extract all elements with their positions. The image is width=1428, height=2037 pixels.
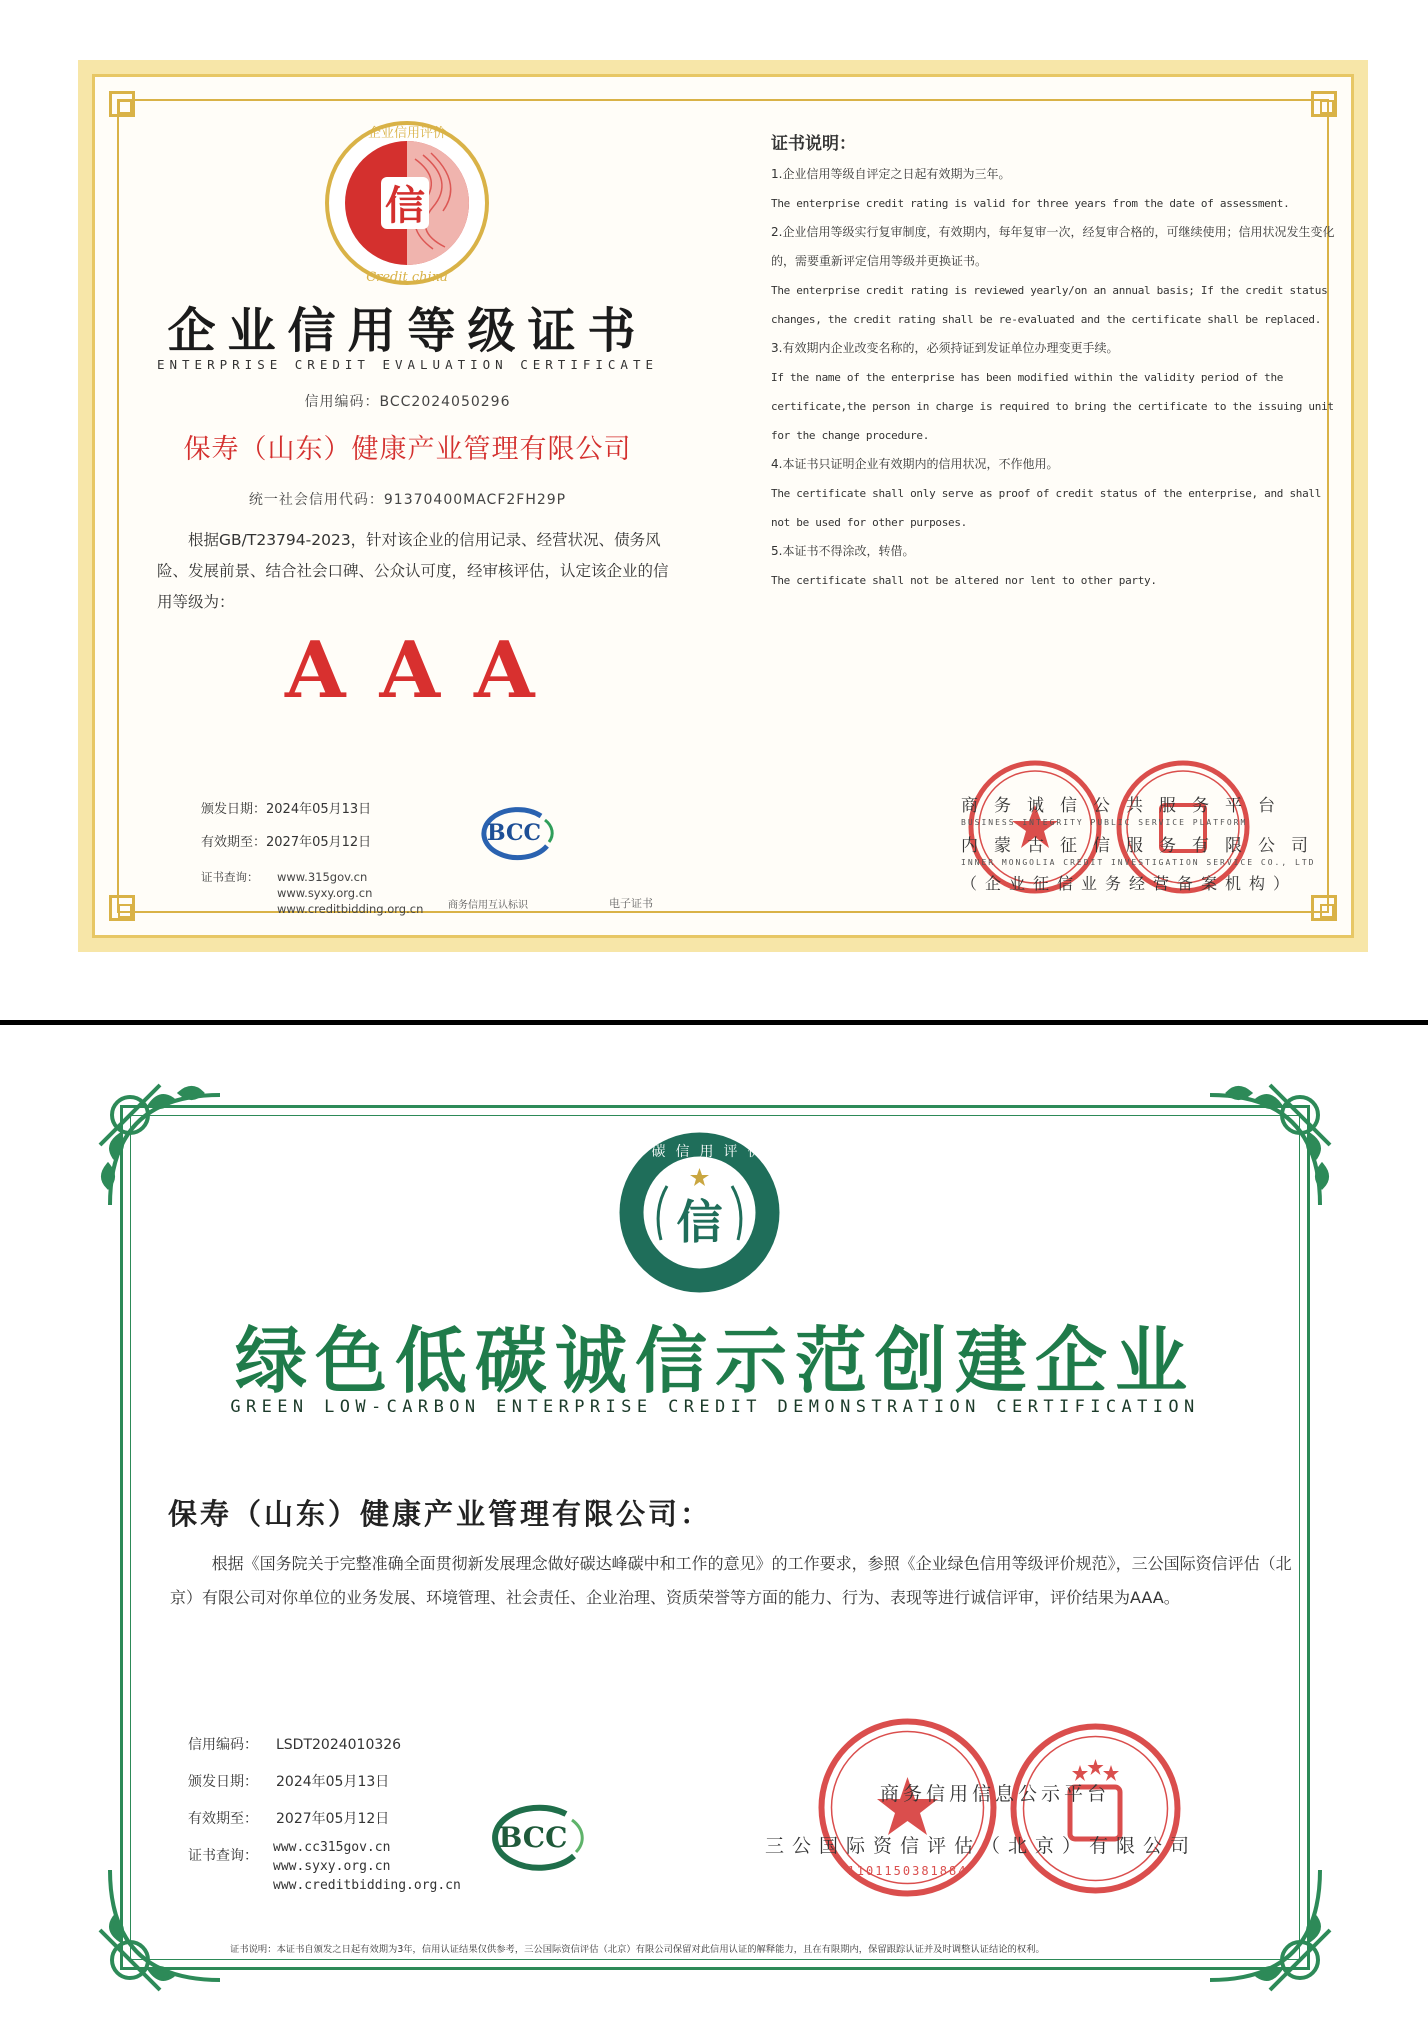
- note-en: The enterprise credit rating is valid for three years from the date of assessment.: [771, 197, 1290, 210]
- emblem-bottom-text: Credit china: [366, 270, 448, 285]
- query-site-link[interactable]: www.syxy.org.cn: [273, 1859, 391, 1874]
- credit-rating: AAA: [285, 625, 569, 716]
- issuer-block: [961, 791, 1381, 894]
- note-en: The enterprise credit rating is reviewed yearly/on an annual basis; If the credit status changes, the credit rating shall be re-evaluated and the certificate shall be replaced.: [771, 284, 1328, 326]
- credit-code: 信用编码：BCC2024050296: [304, 394, 511, 410]
- query-label: 证书查询：: [188, 1848, 258, 1864]
- svg-text:BCC: BCC: [498, 1821, 568, 1854]
- red-seal-icon: [1008, 1721, 1183, 1896]
- query-sites: [273, 1838, 461, 1895]
- valid-until: 有效期至：2027年05月12日: [201, 835, 372, 850]
- svg-text:BCC: BCC: [486, 820, 542, 846]
- note-zh: 3.有效期内企业改变名称的，必须持证到发证单位办理变更手续。: [771, 341, 1119, 355]
- credit-evaluation-certificate: [78, 60, 1368, 952]
- query-label: 证书查询：: [201, 870, 259, 884]
- certificate-title: 企业信用等级证书: [167, 303, 648, 359]
- bcc-caption: 商务信用互认标识: [448, 900, 528, 911]
- note-en: The certificate shall only serve as proof of credit status of the enterprise, and shall not be used for other purposes.: [771, 487, 1322, 529]
- note-en: The certificate shall not be altered nor lent to other party.: [771, 574, 1157, 587]
- floral-ornament-icon: [1190, 1850, 1340, 2000]
- note-zh: 1.企业信用等级自评定之日起有效期为三年。: [771, 167, 1011, 181]
- note-en: If the name of the enterprise has been modified within the validity period of the certificate,the person in charge is required to bring the certificate to the issuing unit for the change procedure.: [771, 371, 1334, 442]
- certificate-footer-note: 证书说明：本证书自颁发之日起有效期为3年，信用认证结果仅供参考，三公国际资信评估（北京）有限公司保留对此信用认证的解释能力，且在有限期内，保留跟踪认证并及时调整认证结论的权利。: [230, 1944, 1045, 1955]
- query-site-link[interactable]: www.syxy.org.cn: [277, 886, 373, 900]
- corner-ornament: [1311, 91, 1337, 117]
- electronic-certificate-label: 电子证书: [609, 897, 653, 910]
- company-name: 保寿（山东）健康产业管理有限公司：: [168, 1497, 713, 1531]
- notes-title: 证书说明：: [771, 134, 856, 154]
- seal-number: 1101150381884: [847, 1864, 968, 1878]
- company-name: 保寿（山东）健康产业管理有限公司: [183, 434, 632, 465]
- note-zh: 2.企业信用等级实行复审制度，有效期内，每年复审一次，经复审合格的，可继续使用；信用状况发生变化的，需要重新评定信用等级并更换证书。: [771, 225, 1335, 268]
- issuer-company: 内蒙古征信服务有限公司: [961, 836, 1324, 856]
- issuer-platform: 商务诚信公共服务平台: [961, 796, 1291, 816]
- emblem-ring-text: 低碳信用评价: [627, 1144, 772, 1160]
- emblem-character: 信: [676, 1195, 723, 1249]
- credit-code: 信用编码： LSDT2024010326: [188, 1737, 402, 1753]
- green-low-carbon-certificate: [90, 1075, 1340, 2000]
- issuer-note: （企业征信业务经营备案机构）: [961, 874, 1298, 893]
- issue-date: 颁发日期：2024年05月13日: [201, 802, 372, 817]
- certificate-inner-frame: [92, 74, 1354, 938]
- certificate-title-en: GREEN LOW-CARBON ENTERPRISE CREDIT DEMONSTRATION CERTIFICATION: [230, 1397, 1200, 1417]
- issue-date: 颁发日期： 2024年05月13日: [188, 1774, 390, 1790]
- corner-ornament: [109, 895, 135, 921]
- certificate-title: 绿色低碳诚信示范创建企业: [234, 1318, 1195, 1403]
- certificate-query: [201, 869, 423, 917]
- evaluation-basis: 根据GB/T23794-2023，针对该企业的信用记录、经营状况、债务风险、发展前景、结合社会口碑、公众认可度，经审核评估，认定该企业的信用等级为：: [157, 531, 669, 611]
- certificate-dates: [201, 793, 371, 859]
- query-site-link[interactable]: www.creditbidding.org.cn: [273, 1878, 461, 1893]
- red-seal-icon: [815, 1715, 1000, 1900]
- credit-china-emblem: [323, 119, 491, 287]
- query-site-link[interactable]: www.315gov.cn: [277, 870, 368, 884]
- issuer-company-en: INNER MONGOLIA CREDIT INVESTIGATION SERVICE CO., LTD: [961, 858, 1316, 867]
- emblem-character: 信: [385, 182, 425, 229]
- bcc-logo-icon: [478, 1800, 588, 1876]
- query-site-link[interactable]: www.cc315gov.cn: [273, 1840, 391, 1855]
- issuer-platform: 商务信用信息公示平台: [880, 1783, 1111, 1805]
- certificate-title-en: ENTERPRISE CREDIT EVALUATION CERTIFICATE: [156, 357, 659, 372]
- corner-ornament: [1311, 895, 1337, 921]
- evaluation-basis: 根据《国务院关于完整准确全面贯彻新发展理念做好碳达峰碳中和工作的意见》的工作要求，参照《企业绿色信用等级评价规范》，三公国际资信评估（北京）有限公司对你单位的业务发展、环境管理、社会责任、企业治理、资质荣誉等方面的能力、行为、表现等进行诚信评审，评价结果为AAA。: [170, 1554, 1292, 1607]
- divider-line: [0, 1020, 1428, 1025]
- certificate-notes: [771, 129, 1341, 595]
- note-zh: 4.本证书只证明企业有效期内的信用状况，不作他用。: [771, 457, 1059, 471]
- unified-social-credit-code: 统一社会信用代码：91370400MACF2FH29P: [248, 492, 567, 508]
- valid-until: 有效期至： 2027年05月12日: [188, 1811, 390, 1827]
- floral-ornament-icon: [1190, 1075, 1340, 1225]
- floral-ornament-icon: [90, 1075, 240, 1225]
- issuer-platform-en: BUSINESS INTEGRITY PUBLIC SERVICE PLATFORM: [961, 818, 1248, 827]
- bcc-logo-icon: [471, 804, 557, 862]
- note-zh: 5.本证书不得涂改，转借。: [771, 544, 915, 558]
- corner-ornament: [109, 91, 135, 117]
- query-site-link[interactable]: www.creditbidding.org.cn: [277, 902, 424, 916]
- emblem-top-text: 企业信用评价: [367, 126, 447, 141]
- low-carbon-credit-emblem: [617, 1130, 782, 1295]
- issuer-company: 三公国际资信评估（北京）有限公司: [765, 1835, 1198, 1857]
